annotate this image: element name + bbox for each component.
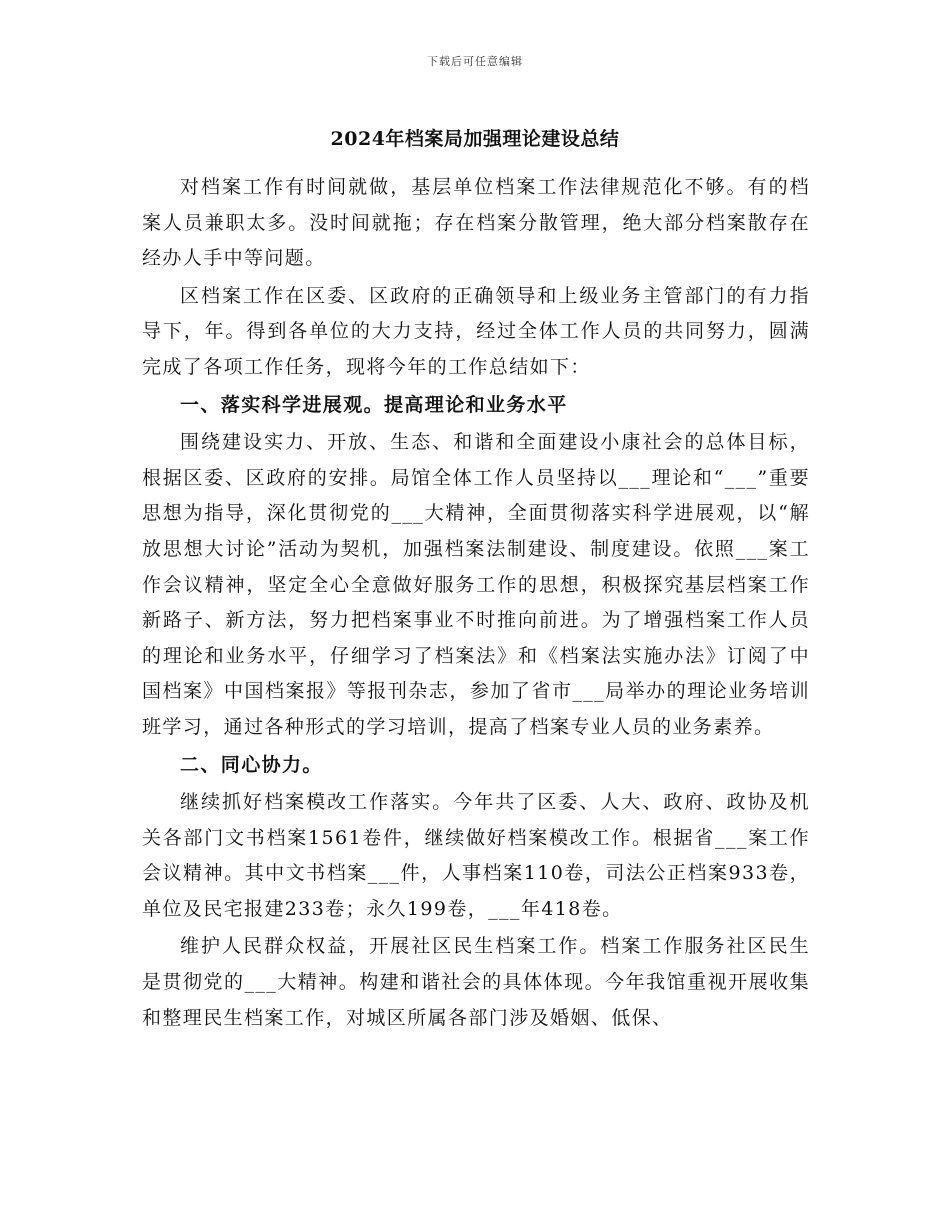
paragraph: 对档案工作有时间就做，基层单位档案工作法律规范化不够。有的档案人员兼职太多。没时间就拖；存在档案分散管理，绝大部分档案散存在经办人手中等问题。 xyxy=(142,176,810,270)
document-title: 2024年档案局加强理论建设总结 xyxy=(330,128,620,150)
paragraph: 区档案工作在区委、区政府的正确领导和上级业务主管部门的有力指导下，年。得到各单位的大力支持，经过全体工作人员的共同努力，圆满完成了各项工作任务，现将今年的工作总结如下： xyxy=(142,284,810,378)
document-body xyxy=(142,170,810,1036)
paragraph: 维护人民群众权益，开展社区民生档案工作。档案工作服务社区民生是贯彻党的___大精神。构建和谐社会的具体体现。今年我馆重视开展收集和整理民生档案工作，对城区所属各部门涉及婚姻、低保、 xyxy=(142,935,810,1029)
page-header-note: 下载后可任意编辑 xyxy=(427,55,523,68)
paragraph: 继续抓好档案模改工作落实。今年共了区委、人大、政府、政协及机关各部门文书档案1561卷件，继续做好档案模改工作。根据省___案工作会议精神。其中文书档案___件，人事档案110卷，司法公正档案933卷，单位及民宅报建233卷；永久199卷，___年418卷。 xyxy=(142,791,810,920)
section-heading: 一、落实科学进展观。提高理论和业务水平 xyxy=(180,393,568,416)
paragraph: 围绕建设实力、开放、生态、和谐和全面建设小康社会的总体目标，根据区委、区政府的安排。局馆全体工作人员坚持以___理论和“___”重要思想为指导，深化贯彻党的___大精神，全面贯彻落实科学进展观，以“解放思想大讨论”活动为契机，加强档案法制建设、制度建设。依照___案工作会议精神，坚定全心全意做好服务工作的思想，积极探究基层档案工作新路子、新方法，努力把档案事业不时推向前进。为了增强档案工作人员的理论和业务水平，仔细学习了档案法》和《档案法实施办法》订阅了中国档案》中国档案报》等报刊杂志，参加了省市___局举办的理论业务培训班学习，通过各种形式的学习培训，提高了档案专业人员的业务素养。 xyxy=(142,431,810,738)
section-heading: 二、同心协力。 xyxy=(180,753,323,776)
